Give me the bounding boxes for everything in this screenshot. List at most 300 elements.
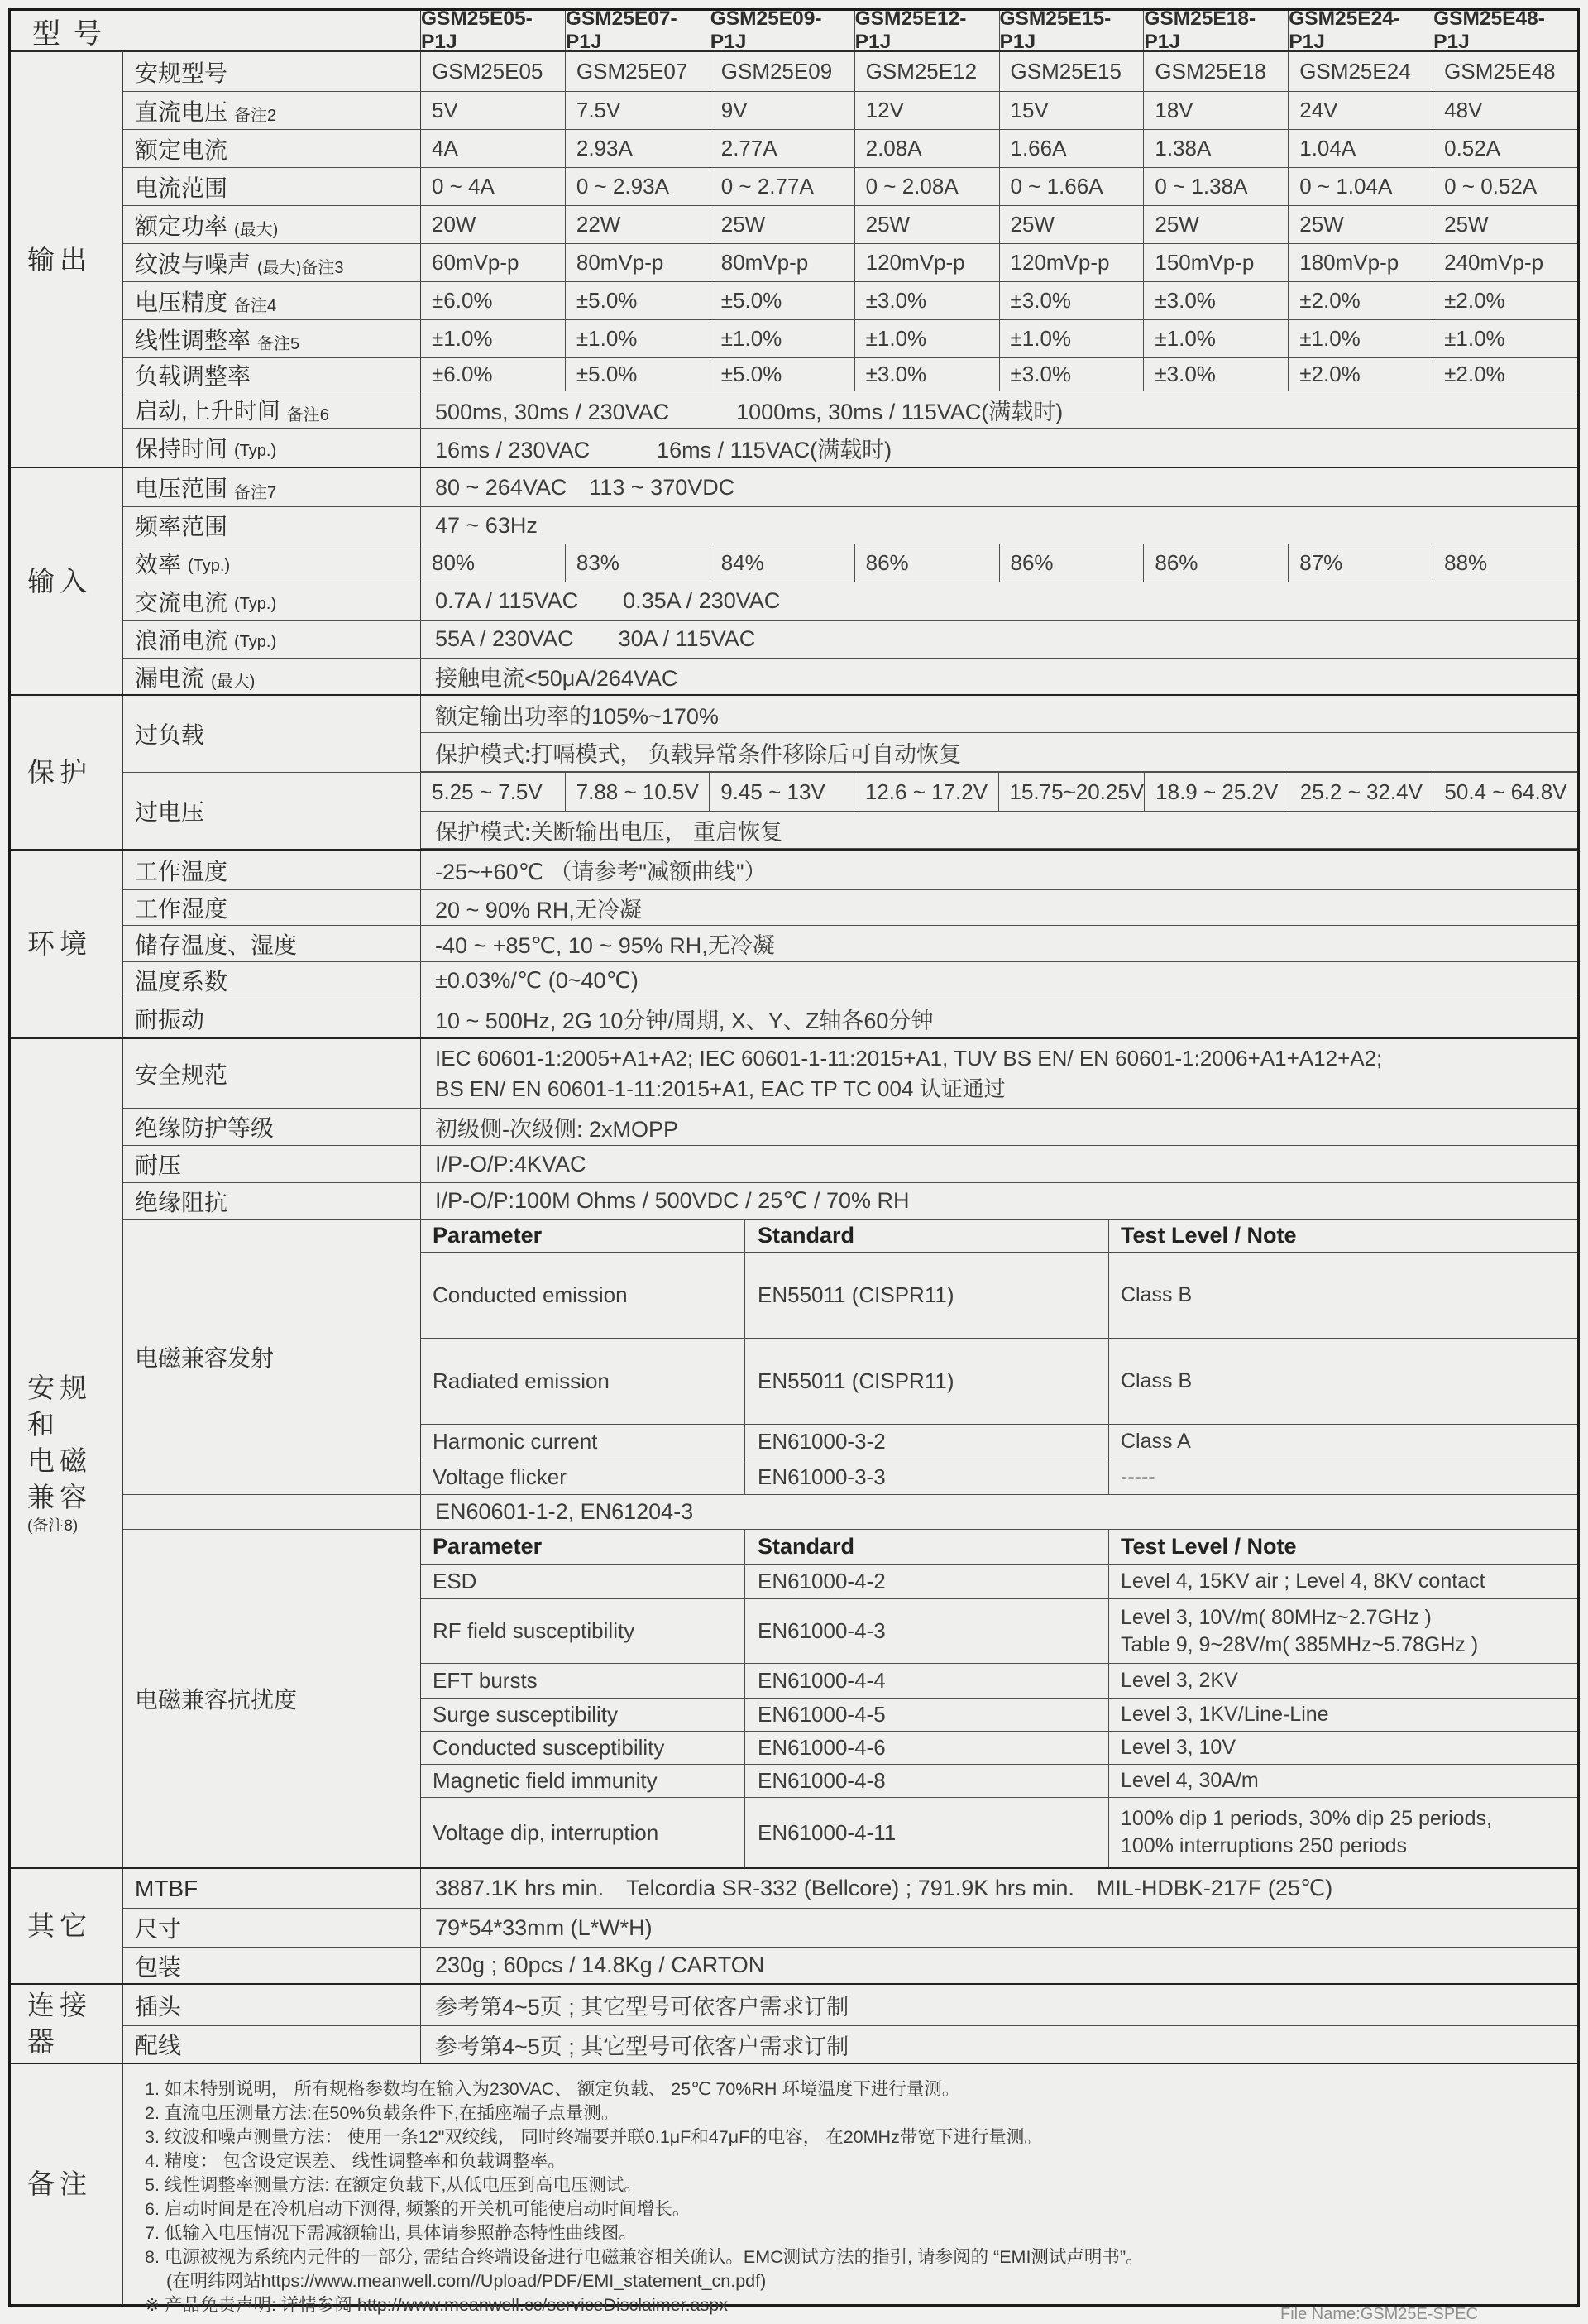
spec-row	[123, 1183, 1577, 1220]
value-row	[421, 773, 1577, 811]
section-label: 输出	[11, 52, 123, 467]
row-label: 额定功率 (最大)	[123, 206, 421, 243]
note-line: (在明纬网站https://www.meanwell.com//Upload/PDF/EMI_statement_cn.pdf)	[166, 2271, 767, 2291]
emc-header-cell: Test Level / Note	[1121, 1534, 1297, 1559]
emc-block	[123, 1530, 1577, 1867]
section-label: 安规和 电磁 兼容 (备注8)	[11, 1039, 123, 1867]
value-cell: 保护模式:打嗝模式， 负载异常条件移除后可自动恢复	[435, 741, 962, 767]
value-cell: ±3.0%	[855, 358, 1000, 391]
value-cell: 80mVp-p	[566, 244, 710, 281]
row-label: 工作温度	[123, 851, 421, 889]
value-cell: 0 ~ 4A	[421, 168, 566, 205]
emc-header-cell: Standard	[745, 1530, 1109, 1564]
value-cell: 7.5V	[566, 92, 710, 129]
row-label: 过负载	[123, 696, 421, 772]
value-cell: 保护模式:关断输出电压， 重启恢复	[435, 819, 783, 845]
emc-row	[421, 1339, 1577, 1425]
section-label: 保护	[11, 696, 123, 849]
value-cell: 84%	[710, 544, 855, 582]
spec-row	[123, 282, 1577, 320]
model-header-4: GSM25E12-P1J	[855, 11, 1000, 50]
spec-row	[123, 1039, 1577, 1109]
spec-row	[123, 582, 1577, 621]
spec-row	[123, 962, 1577, 999]
row-note: 备注5	[257, 335, 300, 353]
emc-standard-cell: EN61000-3-2	[745, 1425, 1109, 1459]
value-cell: ±1.0%	[1289, 320, 1433, 357]
value-cell: 1.38A	[1144, 130, 1289, 167]
spec-row	[123, 890, 1577, 926]
value-cell: 0 ~ 1.38A	[1144, 168, 1289, 205]
row-label: 漏电流 (最大)	[123, 659, 421, 694]
spec-row	[123, 999, 1577, 1037]
value-cell: 15.75~20.25V	[999, 773, 1146, 811]
value-cell: 2.77A	[710, 130, 855, 167]
value-cell: 80%	[421, 544, 566, 582]
value-cell: ±6.0%	[421, 358, 566, 391]
emc-testlevel-cell: Class B	[1121, 1283, 1193, 1306]
value-cell: I/P-O/P:4KVAC	[435, 1151, 586, 1176]
emc-testlevel-cell: 100% dip 1 periods, 30% dip 25 periods, 100% interruptions 250 periods	[1121, 1807, 1492, 1857]
value-cell: 180mVp-p	[1289, 244, 1433, 281]
row-label: 交流电流 (Typ.)	[123, 582, 421, 620]
value-cell: ±2.0%	[1289, 282, 1433, 319]
value-cell: 22W	[566, 206, 710, 243]
value-cell: 9.45 ~ 13V	[710, 773, 854, 811]
emc-standard-cell: EN61000-4-11	[745, 1798, 1109, 1867]
value-cell: ±5.0%	[566, 358, 710, 391]
value-cell: 150mVp-p	[1144, 244, 1289, 281]
value-cell: ±5.0%	[566, 282, 710, 319]
value-cell: 3887.1K hrs min. Telcordia SR-332 (Bellcore) ; 791.9K hrs min. MIL-HDBK-217F (25℃)	[435, 1876, 1333, 1900]
emc-parameter-cell: Voltage flicker	[421, 1459, 745, 1494]
row-note: 备注7	[234, 483, 277, 502]
spec-row	[123, 244, 1577, 282]
value-cell: 初级侧-次级侧: 2xMOPP	[435, 1116, 679, 1142]
value-cell: ±3.0%	[855, 282, 1000, 319]
row-label: 保持时间 (Typ.)	[123, 429, 421, 467]
value-cell: 0 ~ 2.77A	[710, 168, 855, 205]
emc-standard-cell: EN61000-4-3	[745, 1599, 1109, 1663]
spec-row	[123, 168, 1577, 206]
value-cell: 4A	[421, 130, 566, 167]
emc-row	[421, 1798, 1577, 1867]
row-label: 频率范围	[123, 507, 421, 544]
value-row	[421, 92, 1577, 129]
value-cell: 48V	[1444, 98, 1483, 122]
row-label: 启动,上升时间 备注6	[123, 391, 421, 428]
value-cell: 86%	[1000, 544, 1145, 582]
row-label: 线性调整率 备注5	[123, 320, 421, 357]
spec-row	[123, 1109, 1577, 1146]
notes-block	[123, 2064, 1577, 2317]
row-label: 配线	[123, 2026, 421, 2063]
spec-row	[123, 659, 1577, 694]
row-label: 负载调整率	[123, 358, 421, 391]
value-cell: 25W	[710, 206, 855, 243]
row-label: 工作湿度	[123, 890, 421, 925]
model-header-1: GSM25E05-P1J	[421, 11, 566, 50]
section-6	[11, 1869, 1577, 1985]
value-cell: 10 ~ 500Hz, 2G 10分钟/周期, X、Y、Z轴各60分钟	[435, 1008, 934, 1033]
row-label: 额定电流	[123, 130, 421, 167]
spec-row	[123, 429, 1577, 467]
spec-subrow	[421, 812, 1577, 849]
row-label: 绝缘阻抗	[123, 1183, 421, 1219]
value-cell: GSM25E09	[710, 52, 855, 91]
value-cell: 25W	[1289, 206, 1433, 243]
row-label: 电磁兼容抗扰度	[123, 1530, 421, 1867]
emc-testlevel-cell: Level 3, 10V/m( 80MHz~2.7GHz ) Table 9, 9~28V/m( 385MHz~5.78GHz )	[1121, 1605, 1479, 1656]
value-cell: 18.9 ~ 25.2V	[1145, 773, 1289, 811]
spec-row	[123, 92, 1577, 130]
value-cell: ±3.0%	[1000, 358, 1145, 391]
value-cell: 0 ~ 1.04A	[1289, 168, 1433, 205]
value-cell: 7.88 ~ 10.5V	[566, 773, 710, 811]
value-cell: 0 ~ 1.66A	[1000, 168, 1145, 205]
value-cell: 47 ~ 63Hz	[435, 512, 538, 538]
row-label: 过电压	[123, 773, 421, 849]
emc-testlevel-cell: Level 3, 10V	[1121, 1736, 1236, 1759]
value-cell: ±0.03%/℃ (0~40℃)	[435, 967, 639, 993]
footer-filename: File Name:GSM25E-SPEC	[1280, 2305, 1478, 2323]
value-cell: ±2.0%	[1444, 288, 1505, 313]
section-7	[11, 1985, 1577, 2064]
value-cell: 83%	[566, 544, 710, 582]
spec-row	[123, 544, 1577, 582]
emc-header-cell: Parameter	[421, 1530, 745, 1564]
note-line: 3. 纹波和噪声测量方法： 使用一条12"双绞线， 同时终端要并联0.1μF和47μF的电容， 在20MHz带宽下进行量测。	[145, 2127, 1042, 2147]
value-cell: 50.4 ~ 64.8V	[1444, 779, 1567, 804]
value-cell: GSM25E24	[1289, 52, 1433, 91]
row-label: 电流范围	[123, 168, 421, 205]
row-note: (最大)备注3	[257, 259, 344, 277]
value-cell: 0 ~ 0.52A	[1444, 174, 1538, 199]
note-line: 4. 精度： 包含设定误差、 线性调整率和负载调整率。	[145, 2151, 566, 2171]
emc-standard-cell: EN61000-4-8	[745, 1765, 1109, 1797]
emc-parameter-cell: RF field susceptibility	[421, 1599, 745, 1663]
spec-row	[123, 1909, 1577, 1948]
value-row	[421, 282, 1577, 319]
section-4	[11, 851, 1577, 1039]
value-cell: 86%	[1144, 544, 1289, 582]
section-label: 其它	[11, 1869, 123, 1983]
value-cell: 25W	[1000, 206, 1145, 243]
value-cell: ±3.0%	[1144, 282, 1289, 319]
spec-row	[123, 1869, 1577, 1909]
value-cell: ±1.0%	[1144, 320, 1289, 357]
value-cell: 240mVp-p	[1444, 250, 1544, 275]
value-cell: 5V	[421, 92, 566, 129]
emc-header-cell: Test Level / Note	[1121, 1223, 1297, 1248]
value-cell: 参考第4~5页 ; 其它型号可依客户需求订制	[435, 2034, 849, 2059]
value-cell: GSM25E18	[1144, 52, 1289, 91]
value-cell: ±1.0%	[710, 320, 855, 357]
emc-row	[421, 1765, 1577, 1798]
value-row	[421, 206, 1577, 243]
value-cell: 2.08A	[855, 130, 1000, 167]
emc-standard-cell: EN61000-4-5	[745, 1699, 1109, 1731]
row-label: 浪涌电流 (Typ.)	[123, 621, 421, 658]
value-cell: ±1.0%	[1444, 326, 1505, 351]
value-cell: 1.66A	[1000, 130, 1145, 167]
emc-header-row	[421, 1220, 1577, 1253]
value-cell: 80 ~ 264VAC 113 ~ 370VDC	[435, 474, 735, 500]
row-note: 备注4	[234, 297, 277, 315]
section-label: 环境	[11, 851, 123, 1037]
note-line: ※ 产品免责声明: 详情参阅 http://www.meanwell.cc/serviceDisclaimer.aspx	[145, 2295, 728, 2315]
emc-parameter-cell: EFT bursts	[421, 1664, 745, 1698]
row-note: 备注6	[286, 405, 329, 424]
spec-row	[123, 468, 1577, 507]
note-line: 7. 低输入电压情况下需减额输出, 具体请参照静态特性曲线图。	[145, 2223, 637, 2243]
model-header-3: GSM25E09-P1J	[710, 11, 855, 50]
emc-standard-cell: EN55011 (CISPR11)	[745, 1339, 1109, 1424]
spec-row	[123, 1495, 1577, 1530]
row-label: 电压精度 备注4	[123, 282, 421, 319]
emc-block	[123, 1220, 1577, 1495]
value-cell: ±1.0%	[566, 320, 710, 357]
section-2	[11, 468, 1577, 696]
model-header-2: GSM25E07-P1J	[566, 11, 710, 50]
value-cell: 25W	[1144, 206, 1289, 243]
value-cell: ±1.0%	[421, 320, 566, 357]
value-cell: -25~+60℃ （请参考"减额曲线"）	[435, 860, 767, 884]
value-row	[421, 52, 1577, 91]
value-cell: 230g ; 60pcs / 14.8Kg / CARTON	[435, 1953, 765, 1977]
row-label: 电磁兼容发射	[123, 1220, 421, 1494]
emc-testlevel-cell: Level 3, 2KV	[1121, 1669, 1238, 1692]
emc-header-row	[421, 1530, 1577, 1565]
row-note: (Typ.)	[234, 595, 277, 613]
spec-row	[123, 52, 1577, 92]
emc-parameter-cell: Conducted susceptibility	[421, 1732, 745, 1764]
value-cell: 18V	[1144, 92, 1289, 129]
value-cell: 25.2 ~ 32.4V	[1289, 773, 1434, 811]
value-cell: ±2.0%	[1289, 358, 1433, 391]
emc-parameter-cell: ESD	[421, 1565, 745, 1598]
emc-row	[421, 1425, 1577, 1459]
table-header-row	[11, 7, 1577, 53]
section-note: (备注8)	[27, 1517, 79, 1535]
spec-row	[123, 507, 1577, 544]
value-cell: GSM25E48	[1444, 59, 1556, 84]
emc-testlevel-cell: Level 4, 15KV air ; Level 4, 8KV contact	[1121, 1569, 1485, 1593]
value-cell: 额定输出功率的105%~170%	[435, 703, 719, 729]
emc-parameter-cell: Radiated emission	[421, 1339, 745, 1424]
row-note: (Typ.)	[234, 633, 277, 651]
spec-row	[123, 851, 1577, 890]
row-label: 耐压	[123, 1146, 421, 1182]
row-label: 包装	[123, 1948, 421, 1983]
value-cell: 2.93A	[566, 130, 710, 167]
value-cell: ±1.0%	[1000, 320, 1145, 357]
value-cell: GSM25E15	[1000, 52, 1145, 91]
spec-row	[123, 320, 1577, 358]
value-cell: 0 ~ 2.93A	[566, 168, 710, 205]
value-cell: 88%	[1444, 550, 1488, 575]
section-label: 备注	[11, 2064, 123, 2304]
value-cell: 0 ~ 2.08A	[855, 168, 1000, 205]
spec-row	[123, 391, 1577, 429]
row-label: 纹波与噪声 (最大)备注3	[123, 244, 421, 281]
value-cell: 1.04A	[1289, 130, 1433, 167]
value-row	[421, 168, 1577, 205]
value-cell: ±3.0%	[1144, 358, 1289, 391]
value-cell: 80mVp-p	[710, 244, 855, 281]
emc-testlevel-cell: Level 3, 1KV/Line-Line	[1121, 1703, 1329, 1726]
value-row	[421, 244, 1577, 281]
value-cell: 12V	[855, 92, 1000, 129]
note-line: 2. 直流电压测量方法:在50%负载条件下,在插座端子点量测。	[145, 2103, 619, 2123]
value-cell: GSM25E05	[421, 52, 566, 91]
value-row	[421, 358, 1577, 391]
value-cell: 120mVp-p	[855, 244, 1000, 281]
spec-row	[123, 1985, 1577, 2026]
spec-row	[123, 1948, 1577, 1983]
emc-row	[421, 1599, 1577, 1664]
value-cell: EN60601-1-2, EN61204-3	[435, 1499, 694, 1524]
value-cell: GSM25E07	[566, 52, 710, 91]
emc-testlevel-cell: Class B	[1121, 1369, 1193, 1392]
emc-row	[421, 1732, 1577, 1765]
note-line: 8. 电源被视为系统内元件的一部分, 需结合终端设备进行电磁兼容相关确认。EMC测试方法的指引, 请参阅的 “EMI测试声明书”。	[145, 2247, 1144, 2267]
spec-subrow	[421, 733, 1577, 772]
value-cell: 60mVp-p	[421, 244, 566, 281]
value-cell: 55A / 230VAC 30A / 115VAC	[435, 626, 756, 651]
value-cell: 25W	[855, 206, 1000, 243]
value-cell: 87%	[1289, 544, 1433, 582]
emc-header-cell: Standard	[745, 1220, 1109, 1252]
row-label: MTBF	[123, 1869, 421, 1908]
spec-row	[123, 358, 1577, 391]
value-cell: IEC 60601-1:2005+A1+A2; IEC 60601-1-11:2015+A1, TUV BS EN/ EN 60601-1:2006+A1+A12+A2; BS EN/ EN 60601-1-11:2015+A1, EAC TP TC 004 认证通过	[435, 1045, 1383, 1101]
emc-testlevel-cell: -----	[1121, 1464, 1155, 1488]
note-line: 5. 线性调整率测量方法: 在额定负载下,从低电压到高电压测试。	[145, 2175, 642, 2195]
value-row	[421, 544, 1577, 582]
emc-header-cell: Parameter	[421, 1220, 745, 1252]
row-label: 储存温度、湿度	[123, 926, 421, 961]
value-cell: 20W	[421, 206, 566, 243]
value-cell: 12.6 ~ 17.2V	[854, 773, 999, 811]
value-cell: ±3.0%	[1000, 282, 1145, 319]
value-row	[421, 320, 1577, 357]
value-cell: ±1.0%	[855, 320, 1000, 357]
model-header-6: GSM25E18-P1J	[1144, 11, 1289, 50]
model-header-8: GSM25E48-P1J	[1433, 7, 1545, 53]
emc-testlevel-cell: Level 4, 30A/m	[1121, 1769, 1259, 1792]
row-label: 安全规范	[123, 1039, 421, 1108]
value-cell: 120mVp-p	[1000, 244, 1145, 281]
section-5	[11, 1039, 1577, 1869]
row-note: (Typ.)	[188, 557, 231, 575]
row-label: 插头	[123, 1985, 421, 2025]
value-cell: 15V	[1000, 92, 1145, 129]
emc-row	[421, 1253, 1577, 1339]
spec-subrow	[421, 696, 1577, 733]
row-group	[123, 696, 1577, 773]
value-cell: ±5.0%	[710, 358, 855, 391]
row-label: 安规型号	[123, 52, 421, 91]
emc-row	[421, 1565, 1577, 1599]
note-line: 6. 启动时间是在冷机启动下测得, 频繁的开关机可能使启动时间增长。	[145, 2199, 691, 2219]
emc-parameter-cell: Surge susceptibility	[421, 1699, 745, 1731]
emc-standard-cell: EN55011 (CISPR11)	[745, 1253, 1109, 1338]
emc-row	[421, 1664, 1577, 1699]
value-cell: ±5.0%	[710, 282, 855, 319]
emc-standard-cell: EN61000-4-4	[745, 1664, 1109, 1698]
section-1	[11, 52, 1577, 468]
section-3	[11, 696, 1577, 851]
row-label: 电压范围 备注7	[123, 468, 421, 506]
value-cell: 79*54*33mm (L*W*H)	[435, 1914, 653, 1940]
emc-row	[421, 1459, 1577, 1494]
value-cell: 5.25 ~ 7.5V	[421, 773, 566, 811]
spec-row	[123, 1146, 1577, 1183]
emc-testlevel-cell: Class A	[1121, 1430, 1191, 1453]
value-cell: 25W	[1444, 212, 1489, 237]
model-header-7: GSM25E24-P1J	[1289, 11, 1433, 50]
model-header-5: GSM25E15-P1J	[1000, 11, 1145, 50]
value-cell: I/P-O/P:100M Ohms / 500VDC / 25℃ / 70% RH	[435, 1188, 910, 1213]
row-label: 效率 (Typ.)	[123, 544, 421, 582]
row-label	[123, 1495, 421, 1529]
note-line: 1. 如未特别说明， 所有规格参数均在输入为230VAC、 额定负载、 25℃ 70%RH 环境温度下进行量测。	[145, 2079, 960, 2099]
value-cell: 0.7A / 115VAC 0.35A / 230VAC	[435, 588, 781, 613]
row-label: 直流电压 备注2	[123, 92, 421, 129]
value-cell: 20 ~ 90% RH,无冷凝	[435, 897, 642, 922]
row-note: (最大)	[234, 221, 279, 239]
row-note: 备注2	[234, 107, 277, 125]
row-label: 耐振动	[123, 999, 421, 1037]
value-cell: 86%	[855, 544, 1000, 582]
value-cell: 0.52A	[1444, 136, 1501, 161]
value-cell: 接触电流<50μA/264VAC	[435, 666, 678, 691]
value-cell: ±6.0%	[421, 282, 566, 319]
emc-parameter-cell: Voltage dip, interruption	[421, 1798, 745, 1867]
row-note: (最大)	[211, 673, 256, 691]
value-cell: 24V	[1289, 92, 1433, 129]
value-cell: -40 ~ +85℃, 10 ~ 95% RH,无冷凝	[435, 933, 775, 958]
value-cell: 参考第4~5页 ; 其它型号可依客户需求订制	[435, 1995, 849, 2020]
spec-row	[123, 130, 1577, 168]
value-cell: 16ms / 230VAC 16ms / 115VAC(满载时)	[435, 437, 892, 462]
value-row	[421, 130, 1577, 167]
row-label: 尺寸	[123, 1909, 421, 1947]
section-label: 连接器	[11, 1985, 123, 2063]
emc-standard-cell: EN61000-4-6	[745, 1732, 1109, 1764]
spec-row	[123, 621, 1577, 659]
value-cell: ±2.0%	[1444, 362, 1505, 386]
row-label: 绝缘防护等级	[123, 1109, 421, 1145]
spec-row	[123, 2026, 1577, 2063]
spec-row	[123, 926, 1577, 962]
emc-parameter-cell: Conducted emission	[421, 1253, 745, 1338]
emc-row	[421, 1699, 1577, 1732]
section-label: 输入	[11, 468, 123, 694]
spec-subrow	[421, 773, 1577, 812]
value-cell: GSM25E12	[855, 52, 1000, 91]
emc-standard-cell: EN61000-3-3	[745, 1459, 1109, 1494]
value-cell: 9V	[710, 92, 855, 129]
row-group	[123, 773, 1577, 849]
emc-parameter-cell: Harmonic current	[421, 1425, 745, 1459]
row-label: 温度系数	[123, 962, 421, 999]
models-title: 型号	[11, 11, 421, 50]
spec-row	[123, 206, 1577, 244]
emc-standard-cell: EN61000-4-2	[745, 1565, 1109, 1598]
row-note: (Typ.)	[234, 441, 277, 460]
